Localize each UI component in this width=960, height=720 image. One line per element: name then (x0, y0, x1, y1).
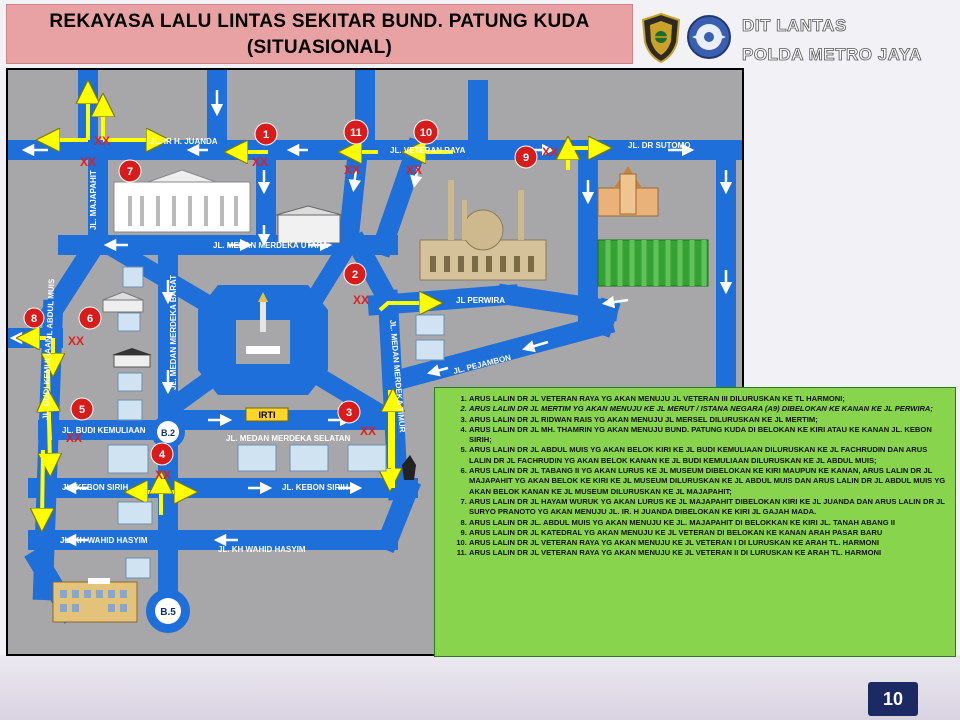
block-mark: XX (66, 431, 83, 445)
street-medan-merdeka-selatan: JL. MEDAN MERDEKA SELATAN (226, 434, 351, 443)
street-budi-kemuliaan-vertical: JL. BUDI KEMULIAAN (41, 336, 53, 421)
title-line-2: (SITUASIONAL) (246, 37, 393, 58)
page-number-badge: 10 (868, 682, 918, 716)
badge-5 (71, 398, 93, 420)
football-field (598, 240, 708, 286)
svg-text:2: 2 (351, 269, 359, 281)
street-budi-kemuliaan: JL. BUDI KEMULIAAN (62, 426, 146, 435)
block-mark: XX (68, 334, 85, 348)
svg-text:11: 11 (350, 127, 362, 139)
street-veteran-raya: JL. VETERAN RAYA (390, 146, 466, 155)
monas-roundabout (108, 245, 383, 415)
note-item-2: 2. ARUS LALIN DR JL MERTIM YG AKAN MENUJU KE JL MERUT / ISTANA NEGARA (A9) DIBELOKAN KE KANAN KE JL PERWIRA; (469, 404, 949, 414)
badge-3 (338, 401, 360, 423)
block-mark: XX (360, 424, 377, 438)
badge-6 (79, 307, 101, 329)
b2-roundabout (151, 415, 185, 449)
svg-text:10: 10 (419, 127, 433, 139)
svg-text:9: 9 (522, 152, 530, 164)
street-medan-merdeka-utara: JL. MEDAN MERDEKA UTARA (213, 241, 329, 250)
block-mark: XX (406, 163, 423, 177)
irti-label: IRTI (258, 410, 276, 420)
note-item-8: 8. ARUS LALIN DR JL. ABDUL MUIS YG AKAN MENUJU KE JL. MAJAPAHIT DI BELOKKAN KE KIRI JL. TANAH ABANG II (469, 518, 949, 528)
svg-text:1: 1 (262, 129, 270, 141)
street-perwira: JL PERWIRA (456, 296, 506, 305)
street-majapahit: JL. MAJAPAHIT (89, 170, 98, 230)
istana-building (114, 182, 250, 232)
note-item-9: 9. ARUS LALIN DR JL KATEDRAL YG AKAN MENUJU KE JL VETERAN DI BELOKAN KE KANAN ARAH PASAR BARU (469, 528, 949, 538)
street-medan-merdeka-timur: JL. MEDAN MERDEKA TIMUR (388, 319, 407, 433)
lantas-emblem-logo (686, 14, 732, 60)
police-shield-logo (640, 12, 682, 64)
block-mark: XX (155, 468, 172, 482)
badge-9 (515, 146, 537, 168)
street-juanda: JL. IR H. JUANDA (150, 137, 218, 146)
badge-11 (344, 120, 368, 144)
svg-text:6: 6 (86, 313, 94, 325)
cathedral-building (598, 166, 658, 216)
block-mark: XX (353, 293, 370, 307)
museum-building (278, 215, 340, 243)
title-line-1: REKAYASA LALU LINTAS SEKITAR BUND. PATUNG KUDA (49, 11, 590, 32)
street-abdul-muis: JL ABDUL MUIS (45, 278, 57, 341)
block-mark: XX (344, 163, 361, 177)
street-kh-wahid-hasyim-east: JL. KH WAHID HASYIM (218, 545, 306, 554)
block-mark: XX (542, 145, 559, 159)
note-item-5: 5. ARUS LALIN DR JL ABDUL MUIS YG AKAN BELOK KIRI KE JL BUDI KEMULIAAN DILURUSKAN KE JL FACHRUDIN DAN ARUS LALIN DR JL FACHRUDIN YG AKAN BELOK KANAN KE JL BUDI KEMULIAAN DILURUSKAN KE JL ABDUL MUIS; (469, 445, 949, 466)
street-dr-sutomo: JL. DR SUTOMO (628, 141, 691, 150)
badge-8 (24, 308, 44, 328)
badge-1 (255, 123, 277, 145)
mosque-building (420, 180, 546, 280)
block-mark: XX (94, 134, 111, 148)
badge-2 (344, 263, 366, 285)
svg-text:5: 5 (78, 404, 86, 416)
svg-text:7: 7 (126, 166, 134, 178)
b2-label: B.2 (160, 428, 176, 438)
note-item-4: 4. ARUS LALIN DR JL MH. THAMRIN YG AKAN MENUJU BUND. PATUNG KUDA DI BELOKAN KE KIRI ATAU KE KANAN JL. KEBON SIRIH; (469, 425, 949, 446)
note-item-7: 7. ARUS LALIN DR JL HAYAM WURUK YG AKAN LURUS KE JL MAJAPAHIT DIBELOKAN KIRI KE JL JUANDA DAN ARUS LALIN DR JL SURYO PRANOTO YG AKAN MENUJU JL. IR. H JUANDA DIBELOKAN KE KIRI JL GAJAH MADA. (469, 497, 949, 518)
badge-7 (119, 160, 141, 182)
org-name-line-2: POLDA METRO JAYA (742, 45, 922, 64)
svg-text:3: 3 (345, 407, 353, 419)
block-mark: XX (252, 155, 269, 169)
note-item-1: 1. ARUS LALIN DR JL VETERAN RAYA YG AKAN MENUJU JL VETERAN III DILURUSKAN KE TL HARMONI; (469, 394, 949, 404)
b5-label: B.5 (160, 607, 176, 618)
note-item-6: 6. ARUS LALIN DR JL TABANG II YG AKAN LURUS KE JL MUSEUM DIBELOKAN KE KIRI MAUPUN KE KANAN, ARUS LALIN DR JL MAJAPAHIT YG AKAN BELOK KE KIRI KE JL MUSEUM DILURUSKAN KE JL ABDUL MUIS DAN ARUS LALIN DR JL ABDUL MUIS YG AKAN BELOK KANAN KE JL MUSEUM DILURUSKAN KE JL MAJAPAHIT; (469, 466, 949, 497)
badge-10 (414, 120, 438, 144)
org-name-line-1: DIT LANTAS (742, 16, 847, 35)
note-item-10: 10. ARUS LALIN DR JL VETERAN RAYA YG AKAN MENUJU KE JL VETERAN I DI LURUSKAN KE ARAH TL. HARMONI (469, 538, 949, 548)
title-banner (6, 4, 633, 64)
street-medan-merdeka-barat: JL. MEDAN MERDEKA BARAT (169, 274, 178, 390)
svg-text:8: 8 (30, 313, 38, 325)
street-kebon-sirih-west: JL. KEBON SIRIH (62, 483, 129, 492)
note-item-11: 11. ARUS LALIN DR JL VETERAN RAYA YG AKAN MENUJU KE JL VETERAN II DI LURUSKAN KE ARAH TL. HARMONI (469, 548, 949, 558)
hotel-building (53, 578, 137, 622)
street-pejambon: JL. PEJAMBON (452, 352, 512, 376)
note-item-3: 3. ARUS LALIN DR JL RIDWAN RAIS YG AKAN MENUJU JL MERSEL DILURUSKAN KE JL MERTIM; (469, 415, 949, 425)
street-kh-wahid-hasyim-west: JL. KH WAHID HASYIM (60, 536, 148, 545)
street-kebon-sirih-east: JL. KEBON SIRIH (282, 483, 349, 492)
svg-text:4: 4 (158, 449, 166, 461)
b5-roundabout (146, 589, 190, 633)
traffic-notes-panel (434, 387, 956, 657)
background-band (0, 655, 960, 720)
badge-4 (151, 443, 173, 465)
block-mark: XX (80, 155, 97, 169)
